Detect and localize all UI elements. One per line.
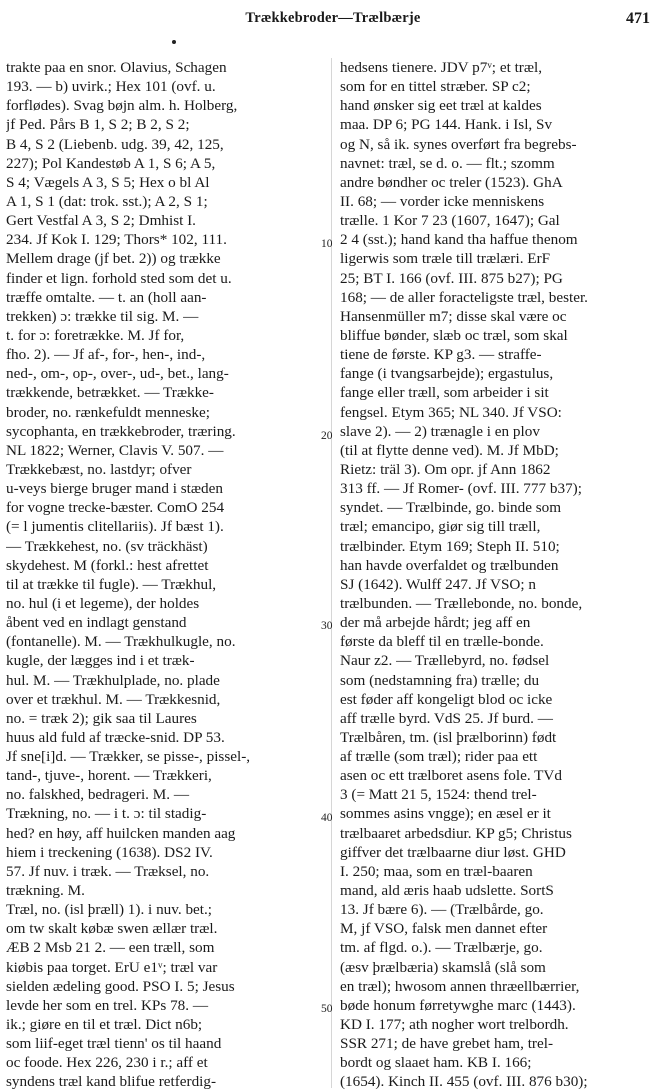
text-line: no. hul (i et legeme), der holdes xyxy=(6,594,200,612)
text-line: mand, ald æris haab udslette. SortS xyxy=(340,882,554,900)
text-line: Træl, no. (isl þræll) 1). i nuv. bet.; xyxy=(6,901,213,919)
left-column xyxy=(6,58,324,1091)
text-line: til at trække til fugle). — Trækhul, xyxy=(6,575,217,593)
text-line: finder et lign. forhold sted som det u. xyxy=(6,269,232,287)
text-line: hul. M. — Trækhulplade, no. plade xyxy=(6,671,220,689)
text-line: første da bleff til en trælle-bonde. xyxy=(340,633,544,651)
column-divider xyxy=(331,58,332,1088)
text-line: andre bøndher oc treler (1523). GhA xyxy=(340,173,563,191)
text-line: 3 (= Matt 21 5, 1524: thend trel- xyxy=(340,786,537,804)
text-line: (æsv þrælbæria) skamslå (slå som xyxy=(340,958,546,976)
text-line: fange (i tvangsarbejde); ergastulus, xyxy=(340,365,554,383)
text-line: hed? en høy, aff huilcken manden aag xyxy=(6,824,236,842)
text-line: forflødes). Svag bøjn alm. h. Holberg, xyxy=(6,97,238,115)
text-line: maa. DP 6; PG 144. Hank. i Isl, Sv xyxy=(340,116,553,134)
text-line: slave 2). — 2) trænagle i en plov xyxy=(340,422,540,440)
text-line: tiene de første. KP g3. — straffe- xyxy=(340,346,542,364)
text-line: jf Ped. Pårs B 1, S 2; B 2, S 2; xyxy=(6,116,190,134)
text-line: t. for ɔ: foretrække. M. Jf for, xyxy=(6,326,185,344)
text-line: 2 4 (sst.); hand kand tha haffue thenom xyxy=(340,231,578,249)
text-line: åbent ved en indlagt genstand xyxy=(6,614,187,632)
text-line: (til at flytte denne ved). M. Jf MbD; xyxy=(340,441,559,459)
text-line: Trælbåren, tm. (isl þrælborinn) født xyxy=(340,728,557,746)
text-line: trækning. M. xyxy=(6,882,85,900)
text-line: tand-, tjuve-, horent. — Trækkeri, xyxy=(6,767,212,785)
text-line: no. falskhed, bedrageri. M. — xyxy=(6,786,190,804)
text-line: fho. 2). — Jf af-, for-, hen-, ind-, xyxy=(6,346,206,364)
text-line: asen oc ett trælboret asens fole. TVd xyxy=(340,767,562,785)
text-line: broder, no. rænkefuldt menneske; xyxy=(6,403,210,421)
text-line: over et trækhul. M. — Trækkesnid, xyxy=(6,690,221,708)
text-line: ned-, om-, op-, over-, ud-, bet., lang- xyxy=(6,365,229,383)
text-line: trakte paa en snor. Olavius, Schagen xyxy=(6,59,227,76)
text-line: I. 250; maa, som en træl-baaren xyxy=(340,862,533,880)
text-line: M, jf VSO, falsk men dannet efter xyxy=(340,920,548,938)
text-line: trækkende, betrækket. — Trække- xyxy=(6,384,214,402)
text-line: (= l jumentis clitellariis). Jf bæst 1). xyxy=(6,518,224,536)
text-line: trælbinder. Etym 169; Steph II. 510; xyxy=(340,537,560,555)
text-line: træl; emancipo, giør sig till træll, xyxy=(340,518,541,536)
text-line: (1654). Kinch II. 455 (ovf. III. 876 b30); xyxy=(340,1073,588,1091)
text-line: 25; BT I. 166 (ovf. III. 875 b27); PG xyxy=(340,269,563,287)
line-marker-50: 50 xyxy=(321,1003,333,1015)
text-line: for vogne trecke-bæster. ComO 254 xyxy=(6,499,225,517)
text-line: (fontanelle). M. — Trækhulkugle, no. xyxy=(6,633,236,651)
text-line: aff trælle byrd. VdS 25. Jf burd. — xyxy=(340,709,553,727)
text-line: Trækkebæst, no. lastdyr; ofver xyxy=(6,460,192,478)
text-line: — Trækkehest, no. (sv träckhäst) xyxy=(6,537,208,555)
text-line: trælle. 1 Kor 7 23 (1607, 1647); Gal xyxy=(340,212,560,230)
text-line: sycophanta, en trækkebroder, træring. xyxy=(6,422,236,440)
text-line: sommes asins vngge); en æsel er it xyxy=(340,805,551,823)
running-head: Trækkebroder—Trælbærje xyxy=(245,10,421,26)
text-line: syndet. — Trælbinde, go. binde som xyxy=(340,499,562,517)
text-line: Naur z2. — Trællebyrd, no. fødsel xyxy=(340,652,550,670)
text-line: bordt og slaaet ham. KB I. 166; xyxy=(340,1054,532,1072)
text-line: 168; — de aller foracteligste træl, bester. xyxy=(340,288,588,306)
text-line: Hansenmüller m7; disse skal være oc xyxy=(340,307,567,325)
text-line: hiem i treckening (1638). DS2 IV. xyxy=(6,843,213,861)
text-line: ligerwis som træle till trælæri. ErF xyxy=(340,250,551,268)
text-line: han havde overfaldet og trælbunden xyxy=(340,556,559,574)
text-line: som liif-eget træl tienn' os til haand xyxy=(6,1035,222,1053)
text-line: giffver det trælbaarne diur løst. GHD xyxy=(340,843,566,861)
text-line: træffe omtalte. — t. an (holl aan- xyxy=(6,288,207,306)
text-line: Mellem drage (jf bet. 2)) og trække xyxy=(6,250,221,268)
text-line: kiøbis paa torget. ErU e1ᵛ; træl var xyxy=(6,958,218,976)
text-line: SJ (1642). Wulff 247. Jf VSO; n xyxy=(340,575,536,593)
right-column xyxy=(340,58,658,1091)
text-line: 57. Jf nuv. i træk. — Træksel, no. xyxy=(6,862,210,880)
text-line: sielden ædeling good. PSO I. 5; Jesus xyxy=(6,977,235,995)
text-line: en træl); hwosom annen thræellbærrier, xyxy=(340,977,580,995)
text-line: bøde honum førretywghe marc (1443). xyxy=(340,996,576,1014)
text-line: est føder aff kongeligt blod oc icke xyxy=(340,690,553,708)
text-line: 193. — b) uvirk.; Hex 101 (ovf. u. xyxy=(6,78,216,96)
text-line: 13. Jf bære 6). — (Trælbårde, go. xyxy=(340,901,544,919)
text-line: syndens træl kand blifue retferdig- xyxy=(6,1073,217,1091)
text-line: Rietz: träl 3). Om opr. jf Ann 1862 xyxy=(340,460,551,478)
text-line: levde her som en trel. KPs 78. — xyxy=(6,996,209,1014)
text-line: fange eller træll, som arbeider i sit xyxy=(340,384,549,402)
text-line: Trækning, no. — i t. ɔ: til stadig- xyxy=(6,805,207,823)
page-number: 471 xyxy=(626,10,650,27)
text-line: bliffue bønder, slæb oc træl, som skal xyxy=(340,326,568,344)
text-line: huus ald fuld af træcke-snid. DP 53. xyxy=(6,728,225,746)
line-marker-40: 40 xyxy=(321,812,333,824)
text-line: som for en tittel stræber. SP c2; xyxy=(340,78,531,96)
text-line: skydehest. M (forkl.: hest afrettet xyxy=(6,556,209,574)
text-line: no. = træk 2); gik saa til Laures xyxy=(6,709,197,727)
text-line: ik.; giøre en til et træl. Dict n6b; xyxy=(6,1016,203,1034)
text-line: 234. Jf Kok I. 129; Thors* 102, 111. xyxy=(6,231,227,249)
text-line: trælbunden. — Trællebonde, no. bonde, xyxy=(340,594,583,612)
text-line: af trælle (som træl); rider paa ett xyxy=(340,748,538,766)
text-line: navnet: træl, se d. o. — flt.; szomm xyxy=(340,154,555,172)
text-line: A 1, S 1 (dat: trok. sst.); A 2, S 1; xyxy=(6,192,208,210)
text-line: om tw skalt købæ swen ællær træl. xyxy=(6,920,218,938)
text-line: som (nedstamning fra) trælle; du xyxy=(340,671,540,689)
text-line: der må arbejde hårdt; jeg aff en xyxy=(340,614,531,632)
page-header xyxy=(0,10,666,34)
text-line: KD I. 177; ath nogher wort trelbordh. xyxy=(340,1016,569,1034)
text-line: 313 ff. — Jf Romer- (ovf. III. 777 b37); xyxy=(340,480,582,498)
text-line: hedsens tienere. JDV p7ᵛ; et træl, xyxy=(340,59,543,76)
text-line: II. 68; — vorder icke menniskens xyxy=(340,192,545,210)
text-line: u-veys bierge bruger mand i stæden xyxy=(6,480,223,498)
text-line: fengsel. Etym 365; NL 340. Jf VSO: xyxy=(340,403,562,421)
text-line: hand ønsker sig eet træl at kaldes xyxy=(340,97,542,115)
text-line: S 4; Vægels A 3, S 5; Hex o bl Al xyxy=(6,173,210,191)
text-line: tm. af flgd. o.). — Trælbærje, go. xyxy=(340,939,543,957)
text-line: 227); Pol Kandestøb A 1, S 6; A 5, xyxy=(6,154,216,172)
text-line: SSR 271; de have grebet ham, trel- xyxy=(340,1035,553,1053)
text-line: Gert Vestfal A 3, S 2; Dmhist I. xyxy=(6,212,196,230)
text-line: ÆB 2 Msb 21 2. — een træll, som xyxy=(6,939,215,957)
line-marker-20: 20 xyxy=(321,430,333,442)
text-line: Jf sne[i]d. — Trækker, se pisse-, pissel-, xyxy=(6,748,251,766)
ornament-dot xyxy=(172,40,176,44)
text-line: oc foode. Hex 226, 230 i r.; aff et xyxy=(6,1054,208,1072)
line-marker-10: 10 xyxy=(321,238,333,250)
text-line: B 4, S 2 (Liebenb. udg. 39, 42, 125, xyxy=(6,135,224,153)
text-line: NL 1822; Werner, Clavis V. 507. — xyxy=(6,441,224,459)
line-marker-30: 30 xyxy=(321,620,333,632)
text-line: og N, så ik. synes overført fra begrebs- xyxy=(340,135,577,153)
text-line: trælbaaret arbedsdiur. KP g5; Christus xyxy=(340,824,572,842)
text-line: trekken) ɔ: trække til sig. M. — xyxy=(6,307,199,325)
text-line: kugle, der lægges ind i et træk- xyxy=(6,652,195,670)
